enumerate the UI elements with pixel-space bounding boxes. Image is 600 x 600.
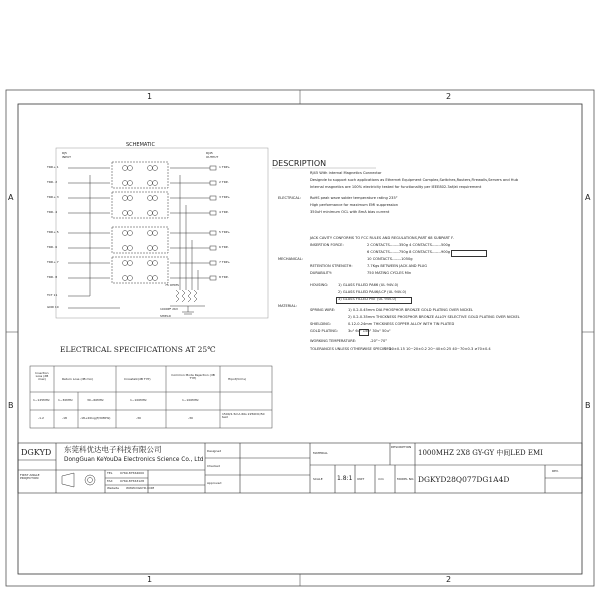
highlight-8-contacts bbox=[451, 250, 487, 257]
r1-c2: 1~30MHz bbox=[58, 398, 73, 402]
col-marker-2: 2 bbox=[446, 92, 452, 101]
r2-c4: -30 bbox=[136, 416, 141, 420]
insertion-line-1: 2 CONTACTS-------350g 4 CONTACTS-------500g bbox=[367, 243, 451, 247]
schematic-wiring bbox=[68, 162, 216, 314]
right-pin-2: 2 TRP- bbox=[219, 180, 229, 184]
shield-label: SHIELD bbox=[160, 314, 171, 318]
right-pin-7: 7 TRP+ bbox=[219, 260, 231, 264]
row-marker-a: A bbox=[8, 193, 14, 202]
website-label: Website bbox=[107, 486, 119, 490]
electrical-label: ELECTRICAL: bbox=[278, 196, 301, 200]
electrical-line-1: RoHS peak wave solder temperature rating 235° bbox=[310, 196, 398, 200]
left-pin-3: TRD+ 3 bbox=[47, 195, 59, 199]
housing-line-2: 2) GLASS FILLED PA46/LCP (UL 94V-0) bbox=[338, 290, 407, 294]
spring-label: SPRING WIRE: bbox=[310, 308, 336, 312]
tol-label: TOLERANCES UNLESS OTHERWISE SPECIFIED: bbox=[310, 347, 393, 351]
left-header-line1: RJ5 bbox=[62, 151, 67, 155]
r1-c1: 1~125MHz bbox=[33, 398, 50, 402]
left-pin-8: TRD- 8 bbox=[47, 275, 58, 279]
right-pin-6: 6 TRP- bbox=[219, 245, 229, 249]
r2-c1: -1.2 bbox=[38, 416, 44, 420]
temp-value: -20°~70° bbox=[370, 339, 388, 343]
durability-value: 750 MATING CYCLES Min bbox=[367, 271, 412, 275]
first-angle-label: FIRST ANGLE PROJECTION bbox=[20, 473, 40, 480]
jack-line: JACK CAVITY CONFORMS TO FCC RULES AND REGULATIONS,PART 68 SUBPART F. bbox=[310, 236, 454, 240]
right-pin-5: 5 TRP+ bbox=[219, 230, 231, 234]
r2-c2: -18 bbox=[62, 416, 67, 420]
tct-label: TCT 11 bbox=[47, 293, 58, 297]
r1-c3: 30~60MHz bbox=[87, 398, 104, 402]
header-crosstalk: Crosstalk(dB TYP) bbox=[124, 377, 151, 381]
retention-label: RETENTION STRENGTH: bbox=[310, 264, 353, 268]
desc-line-2: Designde to support such applications as Ethernet Equipment Complex,Switches,Routers,Firewalls,Servers and Hub bbox=[310, 178, 519, 182]
left-pin-6: TRD- 6 bbox=[47, 245, 58, 249]
desc-line-3: Internal magnetics are 100% electricity tested for functionality per IEEE802.3af/at requirement bbox=[310, 185, 482, 189]
fax-value: 0769-87563128 bbox=[120, 479, 144, 483]
header-cmr: Common Mode Rejection (dB TYP) bbox=[171, 373, 215, 380]
gnd-label: GND 10 bbox=[47, 305, 59, 309]
company-logo: DGKYD bbox=[21, 448, 52, 457]
material-label: MATERIAL: bbox=[278, 304, 297, 308]
right-pin-4: 4 TRP- bbox=[219, 210, 229, 214]
electrical-line-3: 350uH minimum OCL with 8mA bias current bbox=[310, 210, 390, 214]
unit-value: mm bbox=[378, 477, 384, 481]
gold-value: 3u" 6u" 15u" 30u" 50u" bbox=[348, 329, 391, 333]
left-pin-4: TRD- 4 bbox=[47, 210, 58, 214]
rev-label: REV. bbox=[552, 469, 559, 473]
right-pin-1: 1 TRP+ bbox=[219, 165, 231, 169]
company-name-cn: 东莞科优达电子科技有限公司 bbox=[64, 445, 162, 454]
insertion-line-2: 6 CONTACTS-------750g 8 CONTACTS-------900g bbox=[367, 250, 451, 254]
description-title: DESCRIPTION bbox=[272, 159, 327, 168]
description-field-label: DESCRIPTION bbox=[391, 445, 412, 449]
header-insertion-loss: Insertion Loss (dB max) bbox=[35, 371, 49, 381]
projection-symbol bbox=[62, 473, 95, 487]
retention-value: 7.7Kgs BETWEEN JACK AND PLUG bbox=[367, 264, 428, 268]
col-marker-1-bottom: 1 bbox=[147, 575, 153, 584]
right-pin-8: 8 TRP- bbox=[219, 275, 229, 279]
temp-label: WORKING TEMPERATURE: bbox=[310, 339, 357, 343]
housing-line-1: 1) GLASS FILLED PA66 (UL 94V-0) bbox=[338, 283, 399, 287]
header-return-loss: Return Loss (dB min) bbox=[62, 377, 94, 381]
left-pin-2: TRD- 2 bbox=[47, 180, 58, 184]
fax-label: FAX bbox=[107, 479, 113, 483]
col-marker-2-bottom: 2 bbox=[446, 575, 452, 584]
scale-value: 1.8:1 bbox=[337, 475, 353, 482]
header-hipot: Hipot(Vrms) bbox=[228, 377, 247, 381]
insertion-line-3: 10 CONTACTS-------1050g bbox=[367, 257, 413, 261]
row-marker-b-right: B bbox=[585, 401, 591, 410]
tel-value: 0769-87564000 bbox=[120, 471, 144, 475]
shielding-label: SHIELDING: bbox=[310, 322, 331, 326]
product-description: 1000MHZ 2X8 GY-GY 中间LED EMI bbox=[418, 449, 543, 457]
col-marker-1: 1 bbox=[147, 92, 153, 101]
r2-c5: -30 bbox=[188, 416, 193, 420]
ohms-label: 75 OHMS bbox=[165, 283, 179, 287]
r2-c3: -18+20log(f/30MHz) bbox=[80, 416, 111, 420]
left-header-line2: INPUT bbox=[62, 155, 71, 159]
elec-spec-title: ELECTRICAL SPECIFICATIONS AT 25℃ bbox=[60, 345, 216, 354]
left-pin-5: TRD+ 5 bbox=[47, 230, 59, 234]
shielding-value: 0.12-0.24mm THICKNESS COPPER ALLOY WITH TIN PLATED bbox=[348, 322, 455, 326]
tol-value: 0~10±0.15 10~20±0.2 20~40±0.25 40~70±0.3 ≥70±0.4 bbox=[384, 347, 491, 351]
scale-label: SCALE bbox=[313, 477, 323, 481]
durability-label: DURABILITY: bbox=[310, 271, 332, 275]
highlight-gold-6u bbox=[359, 329, 369, 336]
electrical-line-2: High performance for maximum EMI suppression bbox=[310, 203, 399, 207]
r2-c6: 1500/1.5mA 60s 2250DC/50 test bbox=[222, 412, 265, 419]
mechanical-label: MECHANICAL: bbox=[278, 257, 303, 261]
spring-line-2: 2) 0.2-0.35mm THICKNESS PHOSPHOR BRONZE ALLOY SELECTIVE GOLD PLATING OVER NICKEL bbox=[348, 315, 520, 319]
model-number: DGKYD28Q077DG1A4D bbox=[418, 475, 510, 484]
schematic-title: SCHEMATIC bbox=[126, 142, 155, 148]
left-pin-7: TRD+ 7 bbox=[47, 260, 59, 264]
unit-label: UNIT bbox=[357, 477, 365, 481]
cap-label: 1000PF 2KV bbox=[160, 307, 179, 311]
material-field-label: MATERIAL bbox=[313, 451, 328, 455]
designed-label: Designed bbox=[207, 449, 222, 453]
row-marker-a-right: A bbox=[585, 193, 591, 202]
insertion-label: INSERTION FORCE: bbox=[310, 243, 344, 247]
spring-line-1: 1) 0.2-0.45mm DIA PHOSPHOR BRONZE GOLD PLATING OVER NICKEL bbox=[348, 308, 473, 312]
right-header-line2: OUTPUT bbox=[206, 155, 219, 159]
r1-c5: 1~100MHz bbox=[182, 398, 199, 402]
company-name-en: DongGuan KeYouDa Electronics Science Co., Ltd bbox=[64, 457, 204, 463]
model-no-label: MODEL NO. bbox=[397, 477, 415, 481]
right-pin-3: 3 TRP+ bbox=[219, 195, 231, 199]
right-header-line1: RJ45 bbox=[206, 151, 213, 155]
housing-line-3: 3) GLASS FILLED PBT (UL 94V-0) bbox=[338, 297, 397, 301]
website-value: WWW.DGKYD.COM bbox=[126, 486, 155, 490]
row-marker-b: B bbox=[8, 401, 14, 410]
left-pin-1: TRD+ 1 bbox=[47, 165, 59, 169]
approved-label: Approved bbox=[207, 481, 222, 485]
r1-c4: 1~100MHz bbox=[130, 398, 147, 402]
housing-label: HOUSING: bbox=[310, 283, 329, 287]
checked-label: Checked bbox=[207, 464, 220, 468]
highlight-housing-pbt bbox=[336, 297, 412, 304]
tel-label: TEL bbox=[107, 471, 113, 475]
desc-line-1: RJ45 With internal Magnetics Connector bbox=[310, 171, 382, 175]
gold-label: GOLD PLATING: bbox=[310, 329, 338, 333]
